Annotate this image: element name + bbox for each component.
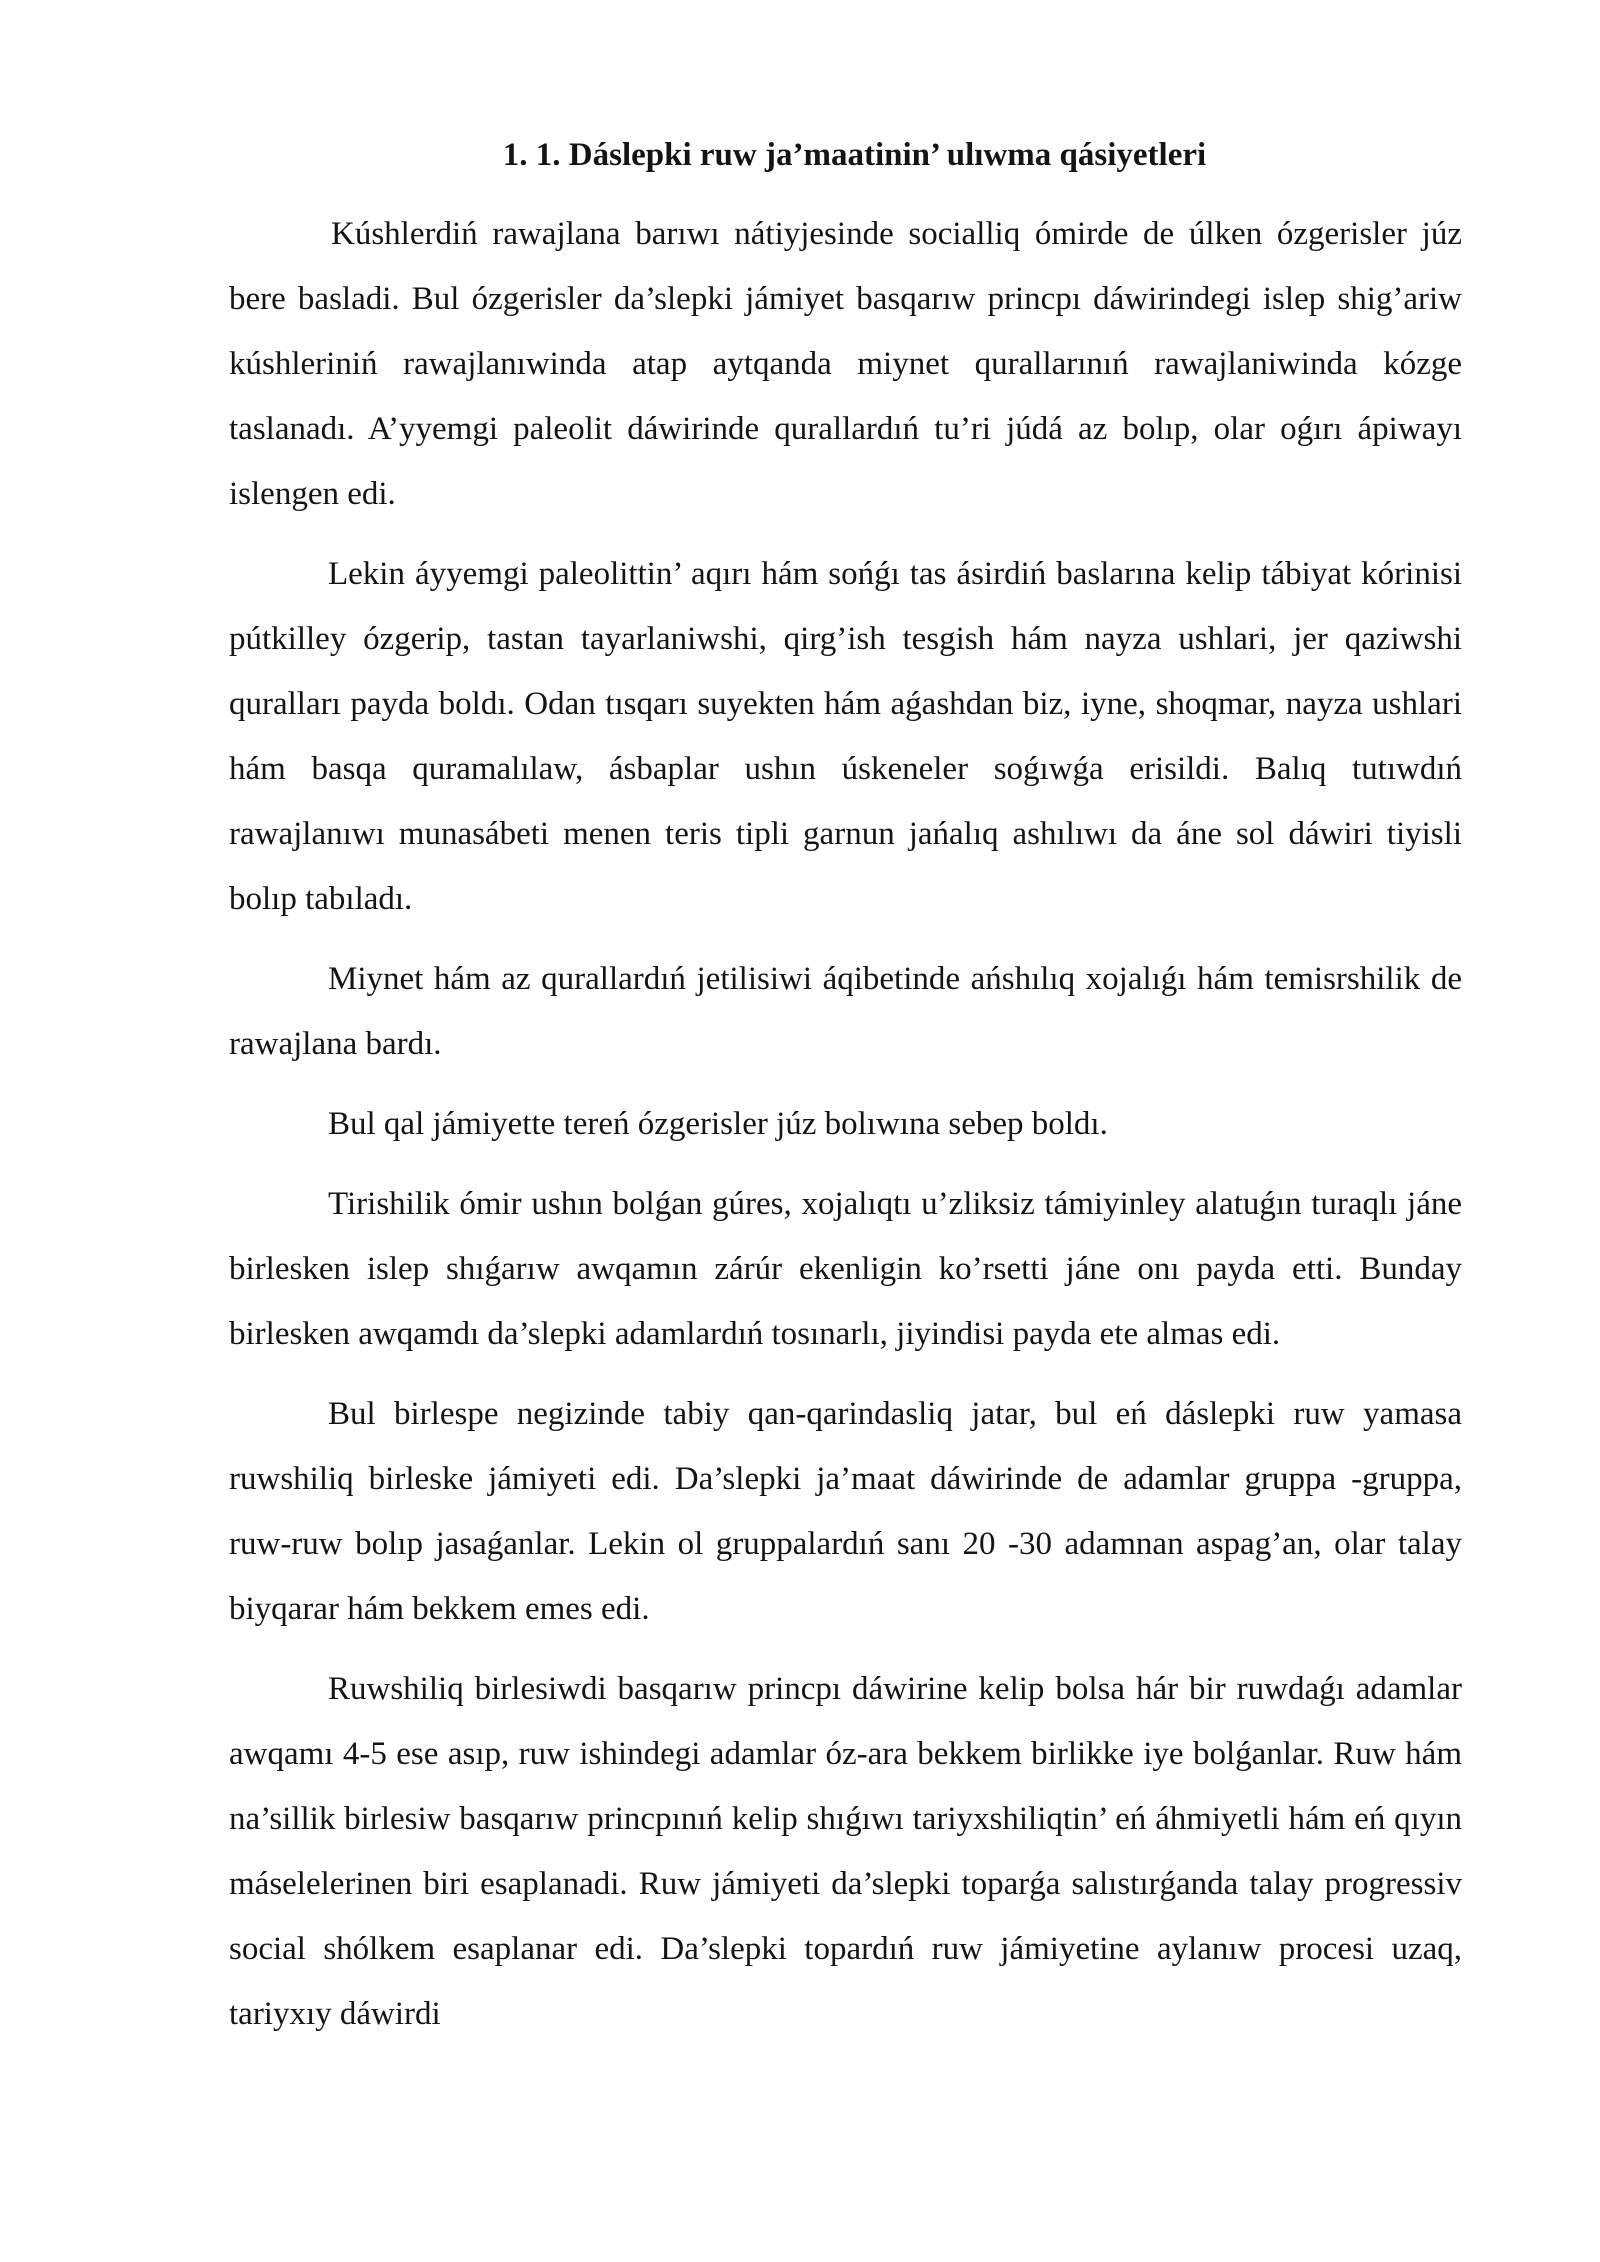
paragraph-2: Lekin áyyemgi paleolittin’ aqırı hám sońǵı tas ásirdiń baslarına kelip tábiyat kórinisi pútkilley ózgerip, tastan tayarlaniwshi, qirg’ish tesgish hám nayza ushlari, jer qaziwshi quralları payda boldı. Odan tısqarı suyekten hám aǵashdan biz, iyne, shoqmar, nayza ushlari hám basqa quramalılaw, ásbaplar ushın úskeneler soǵıwǵa erisildi. Balıq tutıwdıń rawajlanıwı munasábeti menen teris tipli garnun jańalıq ashılıwı da áne sol dáwiri tiyisli bolıp tabıladı.: [229, 556, 1462, 917]
paragraph-3: Miynet hám az qurallardıń jetilisiwi áqibetinde ańshılıq xojalıǵı hám temisrshilik de rawajlana bardı.: [229, 961, 1462, 1062]
paragraph-4: Bul qal jámiyette tereń ózgerisler júz bolıwına sebep boldı.: [328, 1106, 1108, 1142]
paragraph-6: Bul birlespe negizinde tabiy qan-qarindasliq jatar, bul eń dáslepki ruw yamasa ruwshiliq birleske jámiyeti edi. Da’slepki ja’maat dáwirinde de adamlar gruppa -gruppa, ruw-ruw bolıp jasaǵanlar. Lekin ol gruppalardıń sanı 20 -30 adamnan aspag’an, olar talay biyqarar hám bekkem emes edi.: [229, 1396, 1462, 1627]
section-title: 1. 1. Dáslepki ruw ja’maatinin’ ulıwma qásiyetleri: [502, 137, 1207, 173]
paragraph-5: Tirishilik ómir ushın bolǵan gúres, xojalıqtı u’zliksiz támiyinley alatuǵın turaqlı jáne birlesken islep shıǵarıw awqamın zárúr ekenligin ko’rsetti jáne onı payda etti. Bunday birlesken awqamdı da’slepki adamlardıń tosınarlı, jiyindisi payda ete almas edi.: [229, 1186, 1462, 1352]
paragraph-1: Kúshlerdiń rawajlana barıwı nátiyjesinde socialliq ómirde de úlken ózgerisler júz bere basladi. Bul ózgerisler da’slepki jámiyet basqarıw princpı dáwirindegi islep shig’ariw kúshleriniń rawajlanıwinda atap aytqanda miynet qurallarınıń rawajlaniwinda kózge taslanadı. A’yyemgi paleolit dáwirinde qurallardıń tu’ri júdá az bolıp, olar oǵırı ápiwayı islengen edi.: [229, 216, 1462, 512]
paragraph-7: Ruwshiliq birlesiwdi basqarıw princpı dáwirine kelip bolsa hár bir ruwdaǵı adamlar awqamı 4-5 ese asıp, ruw ishindegi adamlar óz-ara bekkem birlikke iye bolǵanlar. Ruw hám na’sillik birlesiw basqarıw princpınıń kelip shıǵıwı tariyxshiliqtin’ eń áhmiyetli hám eń qıyın máselelerinen biri esaplanadi. Ruw jámiyeti da’slepki toparǵa salıstırǵanda talay progressiv social shólkem esaplanar edi. Da’slepki topardıń ruw jámiyetine aylanıw procesi uzaq, tariyxıy dáwirdi: [229, 1671, 1462, 2032]
